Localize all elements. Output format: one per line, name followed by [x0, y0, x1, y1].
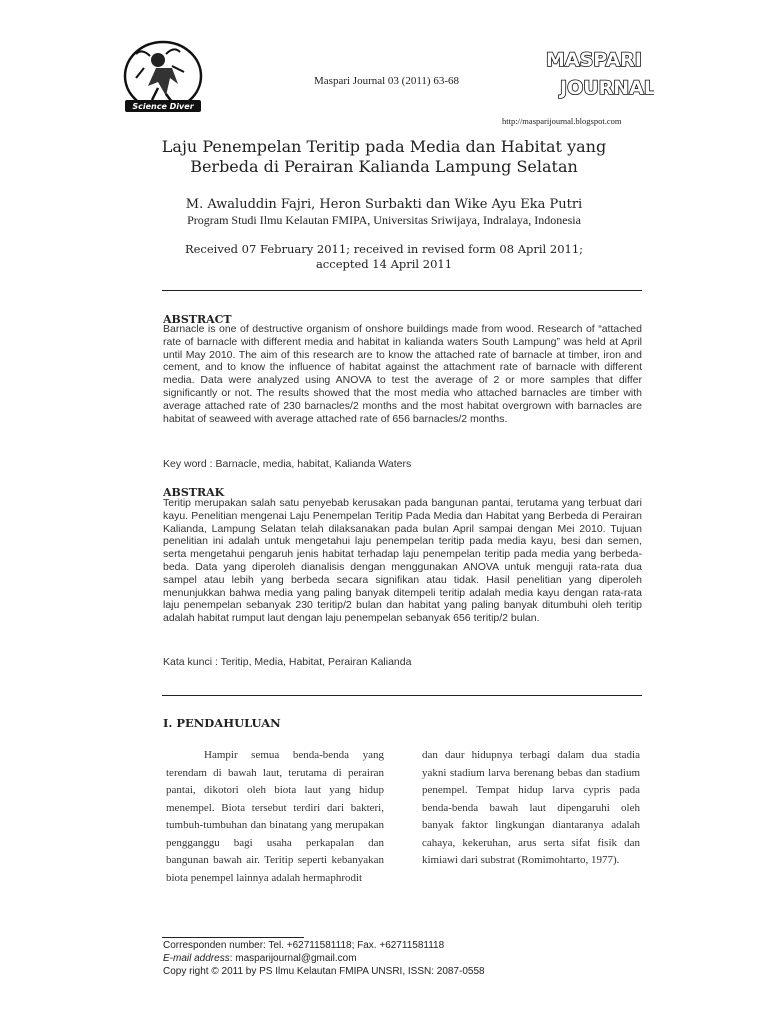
science-diver-logo [122, 38, 204, 120]
footnote-divider [162, 937, 304, 938]
abstract-body: Barnacle is one of destructive organism of onshore buildings made from wood. Research of “attached rate of barnacle with different media and habitat in kalianda waters South Lampung” was held at April until May 2010. The aim of this research are to know the attached rate of barnacle at timber, iron and cement, and to know the influence of habitat against the attachment rate of barnacle with different media. Data were analyzed using ANOVA to test the average of 2 or more samples that differ significantly or not. The results showed that the most media who attached barnacles are timber with average attached rate of 230 barnacles/2 months and the most habitat overgrown with barnacles are habitat of seaweed with average attached rate of 656 barnacles/2 months. [163, 323, 642, 425]
received-line-2: accepted 14 April 2011 [315, 257, 453, 271]
affiliation: Program Studi Ilmu Kelautan FMIPA, Universitas Sriwijaya, Indralaya, Indonesia [187, 213, 581, 227]
diver-emblem-icon [122, 38, 204, 120]
journal-reference: Maspari Journal 03 (2011) 63-68 [314, 75, 460, 87]
authors: M. Awaluddin Fajri, Heron Surbakti dan Wike Ayu Eka Putri [185, 197, 583, 212]
received-dates [150, 242, 618, 272]
maspari-journal-logo [544, 42, 654, 102]
divider-middle [162, 695, 642, 696]
section-heading: I. PENDAHULUAN [163, 716, 281, 730]
abstrak-keywords: Kata kunci : Teritip, Media, Habitat, Perairan Kalianda [163, 656, 412, 668]
journal-url[interactable]: http://masparijournal.blogspot.com [502, 116, 622, 126]
body-column-left: Hampir semua benda-benda yang terendam di bawah laut, terutama di perairan pantai, dikotori oleh biota laut yang hidup menempel. Biota tersebut terdiri dari bakteri, tumbuh-tumbuhan dan binatang yang merupakan pengganggu bagi usaha perkapalan dan bangunan bawah air. Teritip seperti kebanyakan biota penempel lainnya adalah hermaphrodit [166, 749, 384, 884]
email-value[interactable]: : masparijournal@gmail.com [229, 953, 357, 964]
title-line-1: Laju Penempelan Teritip pada Media dan Habitat yang [161, 137, 607, 156]
abstrak-heading: ABSTRAK [163, 486, 225, 499]
correspondence-note: Corresponden number: Tel. +62711581118; Fax. +62711581118 [163, 940, 445, 951]
divider-top [162, 290, 642, 291]
brand-line-1: MASPARI [546, 49, 642, 71]
abstrak-body: Teritip merupakan salah satu penyebab kerusakan pada bangunan pantai, terutama yang terbuat dari kayu. Penelitian mengenai Laju Penempelan Teritip Pada Media dan Habitat yang Berbeda di Perairan Kalianda, Lampung Selatan telah dilaksanakan pada bulan April sampai dengan Mei 2010. Tujuan penelitian ini adalah untuk mengetahui laju penempelan teritip pada media kayu, besi dan semen, serta mengetahui pengaruh jenis habitat terhadap laju penempelan teritip pada media yang berbeda-beda. Data yang diperoleh dianalisis dengan menggunakan ANOVA untuk menguji rata-rata dua sampel atau lebih yang berbeda secara signifikan atau tidak. Hasil penelitian yang diperoleh menunjukkan bahwa media yang paling banyak ditempeli teritip adalah media kayu dengan rata-rata laju penempelan sebanyak 230 teritip/2 bulan dan habitat yang paling banyak ditumbuhi oleh teritip adalah habitat rumput laut dengan laju penempelan sebanyak 656 teritip/2 bulan. [163, 497, 642, 625]
email-note [163, 953, 357, 964]
title-line-2: Berbeda di Perairan Kalianda Lampung Selatan [190, 157, 578, 176]
email-label: E-mail address [163, 953, 230, 964]
abstract-heading: ABSTRACT [163, 313, 232, 326]
body-column-right: dan daur hidupnya terbagi dalam dua stadia yakni stadium larva berenang bebas dan stadium penempel. Tempat hidup larva cypris pada benda-benda bawah laut dipengaruhi oleh banyak faktor lingkungan diantaranya adalah cahaya, kekeruhan, arus serta sifat fisik dan kimiawi dari substrat (Romimohtarto, 1977). [422, 749, 640, 866]
article-title [100, 137, 668, 177]
copyright-note: Copy right © 2011 by PS Ilmu Kelautan FMIPA UNSRI, ISSN: 2087-0558 [163, 966, 485, 977]
logo-label: Science Diver [132, 102, 194, 111]
abstract-keywords: Key word : Barnacle, media, habitat, Kalianda Waters [163, 458, 412, 470]
received-line-1: Received 07 February 2011; received in revised form 08 April 2011; [184, 242, 584, 256]
brand-line-2: JOURNAL [560, 77, 654, 99]
